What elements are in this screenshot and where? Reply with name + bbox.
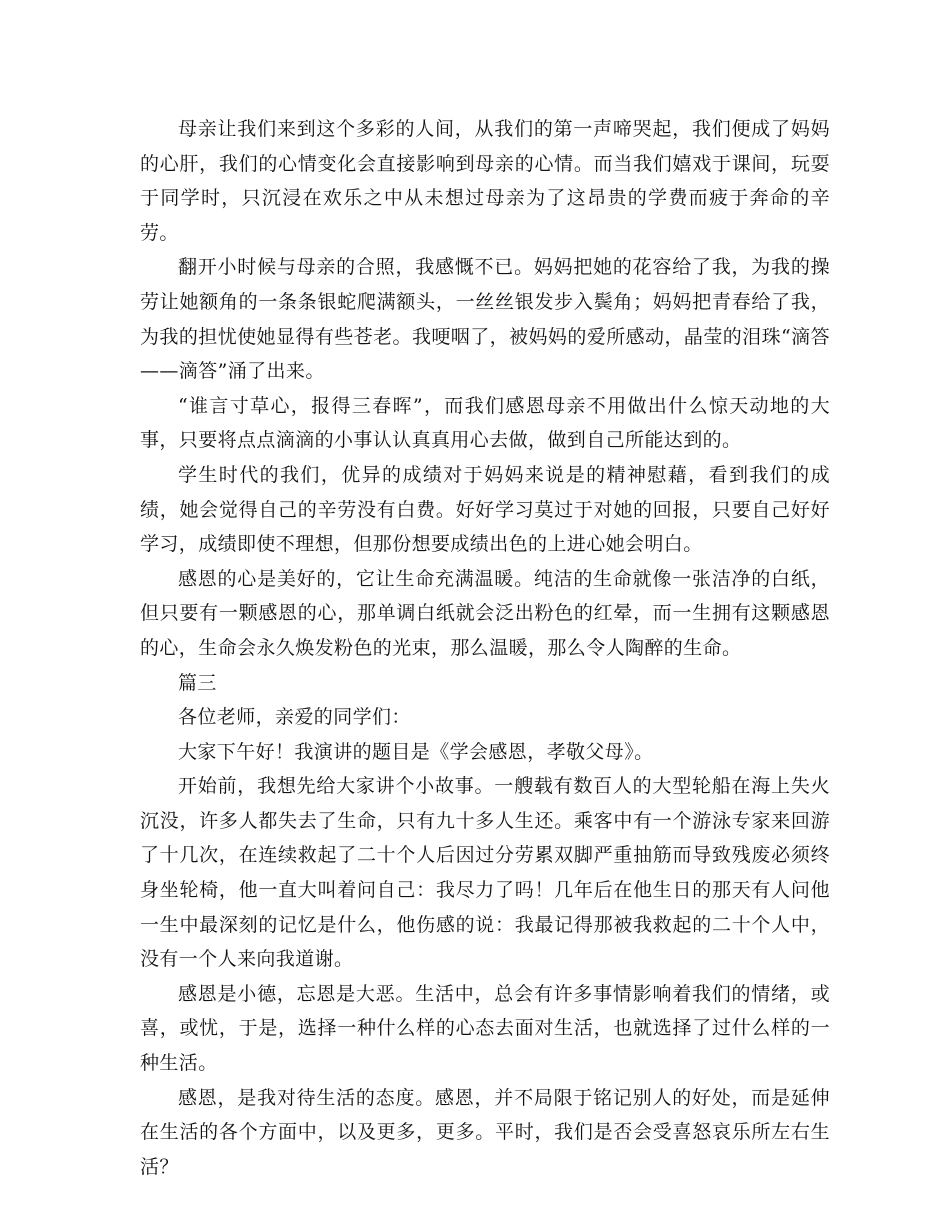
paragraph: 感恩，是我对待生活的态度。感恩，并不局限于铭记别人的好处，而是延伸在生活的各个方面中，以及更多，更多。平时，我们是否会受喜怒哀乐所左右生活？ bbox=[140, 1086, 830, 1178]
section-heading: 篇三 bbox=[178, 671, 217, 694]
salutation: 各位老师，亲爱的同学们： bbox=[178, 706, 411, 729]
document-body bbox=[140, 112, 830, 1184]
paragraph: 开始前，我想先给大家讲个小故事。一艘载有数百人的大型轮船在海上失火沉没，许多人都失去了生命，只有九十多人生还。乘客中有一个游泳专家来回游了十几次，在连续救起了二十个人后因过分劳累双脚严重抽筋而导致残废必须终身坐轮椅，他一直大叫着问自己：我尽力了吗！几年后在他生日的那天有人问他一生中最深刻的记忆是什么，他伤感的说：我最记得那被我救起的二十个人中，没有一个人来向我道谢。 bbox=[140, 775, 830, 971]
paragraph: 感恩是小德，忘恩是大恶。生活中，总会有许多事情影响着我们的情绪，或喜，或忧，于是，选择一种什么样的心态去面对生活，也就选择了过什么样的一种生活。 bbox=[140, 982, 830, 1075]
paragraph: “谁言寸草心，报得三春晖”，而我们感恩母亲不用做出什么惊天动地的大事，只要将点点滴滴的小事认认真真用心去做，做到自己所能达到的。 bbox=[140, 394, 830, 452]
paragraph: 大家下午好！我演讲的题目是《学会感恩，孝敬父母》。 bbox=[178, 740, 654, 763]
paragraph: 学生时代的我们，优异的成绩对于妈妈来说是的精神慰藉，看到我们的成绩，她会觉得自己的辛劳没有白费。好好学习莫过于对她的回报，只要自己好好学习，成绩即使不理想，但那份想要成绩出色的上进心她会明白。 bbox=[140, 463, 830, 556]
paragraph: 翻开小时候与母亲的合照，我感慨不已。妈妈把她的花容给了我，为我的操劳让她额角的一条条银蛇爬满额头，一丝丝银发步入鬓角；妈妈把青春给了我，为我的担忧使她显得有些苍老。我哽咽了，被妈妈的爱所感动，晶莹的泪珠“滴答——滴答”涌了出来。 bbox=[140, 256, 830, 383]
paragraph: 母亲让我们来到这个多彩的人间，从我们的第一声啼哭起，我们便成了妈妈的心肝，我们的心情变化会直接影响到母亲的心情。而当我们嬉戏于课间，玩耍于同学时，只沉浸在欢乐之中从未想过母亲为了这昂贵的学费而疲于奔命的辛劳。 bbox=[140, 118, 830, 244]
paragraph: 感恩的心是美好的，它让生命充满温暖。纯洁的生命就像一张洁净的白纸，但只要有一颗感恩的心，那单调白纸就会泛出粉色的红晕，而一生拥有这颗感恩的心，生命会永久焕发粉色的光束，那么温暖，那么令人陶醉的生命。 bbox=[140, 567, 830, 659]
